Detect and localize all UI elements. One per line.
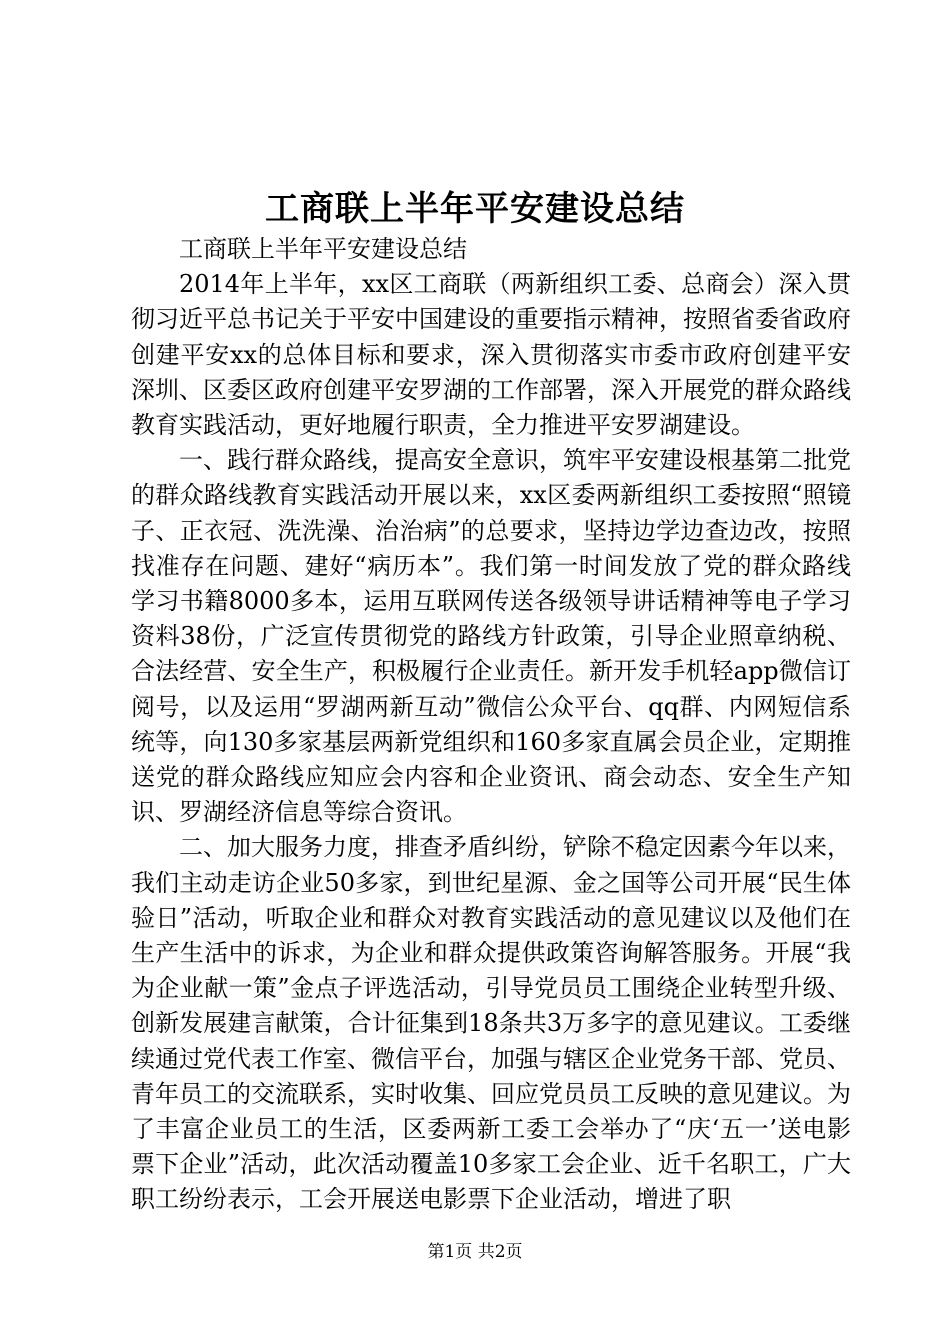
document-title: 工商联上半年平安建设总结 [265,189,685,229]
subtitle-paragraph: 工商联上半年平安建设总结 [179,235,467,263]
document-body [131,232,851,1218]
intro-paragraph: 2014年上半年，xx区工商联（两新组织工委、总商会）深入贯彻习近平总书记关于平安中国建设的重要指示精神，按照省委省政府创建平安xx的总体目标和要求，深入贯彻落实市委市政府创建平安深圳、区委区政府创建平安罗湖的工作部署，深入开展党的群众路线教育实践活动，更好地履行职责，全力推进平安罗湖建设。 [131,270,851,440]
page-footer: 第1页 共2页 [427,1242,523,1262]
section-two-paragraph: 二、加大服务力度，排查矛盾纠纷，铲除不稳定因素今年以来，我们主动走访企业50多家，到世纪星源、金之国等公司开展“民生体验日”活动，听取企业和群众对教育实践活动的意见建议以及他们在生产生活中的诉求，为企业和群众提供政策咨询解答服务。开展“我为企业献一策”金点子评选活动，引导党员员工围绕企业转型升级、创新发展建言献策，合计征集到18条共3万多字的意见建议。工委继续通过党代表工作室、微信平台，加强与辖区企业党务干部、党员、青年员工的交流联系，实时收集、回应党员员工反映的意见建议。为了丰富企业员工的生活，区委两新工委工会举办了“庆‘五一’送电影票下企业”活动，此次活动覆盖10多家工会企业、近千名职工，广大职工纷纷表示，工会开展送电影票下企业活动，增进了职 [131,833,851,1214]
section-one-paragraph: 一、践行群众路线，提高安全意识，筑牢平安建设根基第二批党的群众路线教育实践活动开展以来，xx区委两新组织工委按照“照镜子、正衣冠、洗洗澡、治治病”的总要求，坚持边学边查边改，按照找准存在问题、建好“病历本”。我们第一时间发放了党的群众路线学习书籍8000多本，运用互联网传送各级领导讲话精神等电子学习资料38份，广泛宣传贯彻党的路线方针政策，引导企业照章纳税、合法经营、安全生产，积极履行企业责任。新开发手机轻app微信订阅号，以及运用“罗湖两新互动”微信公众平台、qq群、内网短信系统等，向130多家基层两新党组织和160多家直属会员企业，定期推送党的群众路线应知应会内容和企业资讯、商会动态、安全生产知识、罗湖经济信息等综合资讯。 [131,446,851,827]
